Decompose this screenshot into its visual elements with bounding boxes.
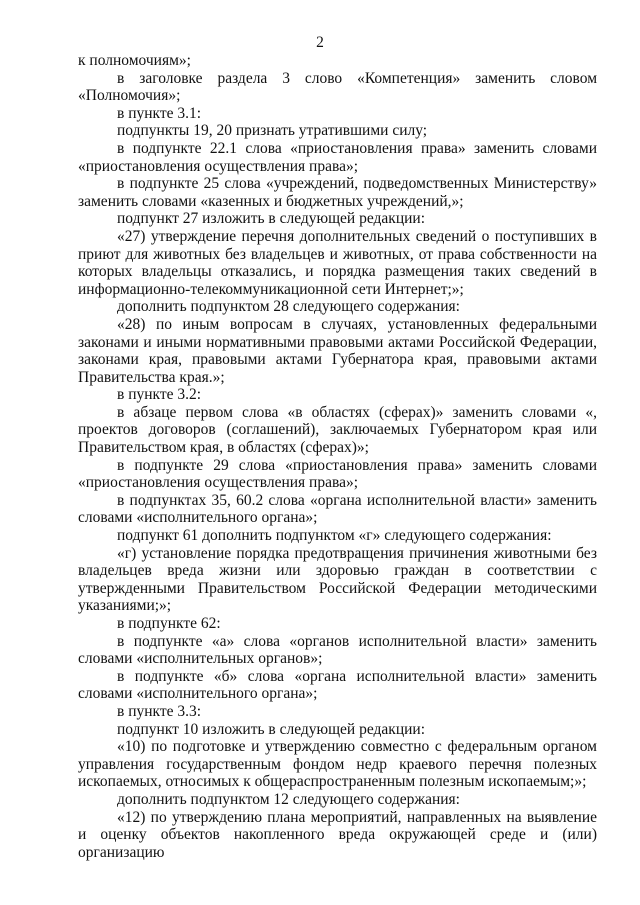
paragraph: дополнить подпунктом 12 следующего содержания: [117, 790, 460, 808]
paragraph: в абзаце первом слова «в областях (сферах)» заменить словами «, проектов договоров (соглашений), заключаемых Губернатором края или Правительством края, в областях (сферах)»; [78, 403, 597, 457]
paragraph: в подпункте 22.1 слова «приостановления права» заменить словами «приостановления осуществления права»; [78, 139, 597, 175]
paragraph: «27) утверждение перечня дополнительных сведений о поступивших в приют для животных без владельцев и животных, от права собственности на которых владельцы отказались, и порядка размещения таких сведений в информационно-телекоммуникационной сети Интернет;»; [78, 227, 597, 298]
page-number: 2 [316, 34, 324, 51]
paragraph: «10) по подготовке и утверждению совместно с федеральным органом управления государственным фондом недр краевого перечня полезных ископаемых, относимых к общераспространенным полезным ископаемым;»; [78, 738, 597, 791]
paragraph: подпункт 61 дополнить подпунктом «г» следующего содержания: [117, 527, 552, 545]
paragraph: подпункты 19, 20 признать утратившими силу; [117, 122, 428, 140]
paragraph: подпункт 27 изложить в следующей редакции: [117, 210, 426, 228]
document-body [78, 52, 597, 861]
paragraph: в пункте 3.1: [117, 104, 202, 122]
paragraph: к полномочиям»; [78, 52, 191, 69]
paragraph: дополнить подпунктом 28 следующего содержания: [117, 298, 460, 316]
paragraph: в подпункте 29 слова «приостановления права» заменить словами «приостановления осуществления права»; [78, 456, 597, 492]
paragraph: в пункте 3.2: [117, 386, 202, 404]
paragraph: «г) установление порядка предотвращения причинения животными без владельцев вреда жизни или здоровью граждан в соответствии с утвержденными Правительством Российской Федерации методическими указаниями;»; [78, 544, 597, 615]
paragraph: в подпункте «а» слова «органов исполнительной власти» заменить словами «исполнительных органов»; [78, 632, 597, 668]
paragraph: в подпунктах 35, 60.2 слова «органа исполнительной власти» заменить словами «исполнительного органа»; [78, 491, 597, 527]
paragraph: в пункте 3.3: [117, 702, 202, 720]
paragraph: подпункт 10 изложить в следующей редакции: [117, 720, 426, 738]
paragraph: в подпункте 62: [117, 615, 221, 632]
paragraph: «28) по иным вопросам в случаях, установленных федеральными законами и иными нормативными правовыми актами Российской Федерации, законами края, правовыми актами Губернатора края, правовыми актами Правительства края.»; [78, 315, 597, 386]
paragraph: «12) по утверждению плана мероприятий, направленных на выявление и оценку объектов накопленного вреда окружающей среде и (или) организацию [78, 808, 597, 861]
paragraph: в заголовке раздела 3 слово «Компетенция» заменить словом «Полномочия»; [78, 69, 597, 105]
paragraph: в подпункте «б» слова «органа исполнительной власти» заменить словами «исполнительного органа»; [78, 667, 597, 703]
paragraph: в подпункте 25 слова «учреждений, подведомственных Министерству» заменить словами «казенных и бюджетных учреждений,»; [78, 175, 597, 210]
